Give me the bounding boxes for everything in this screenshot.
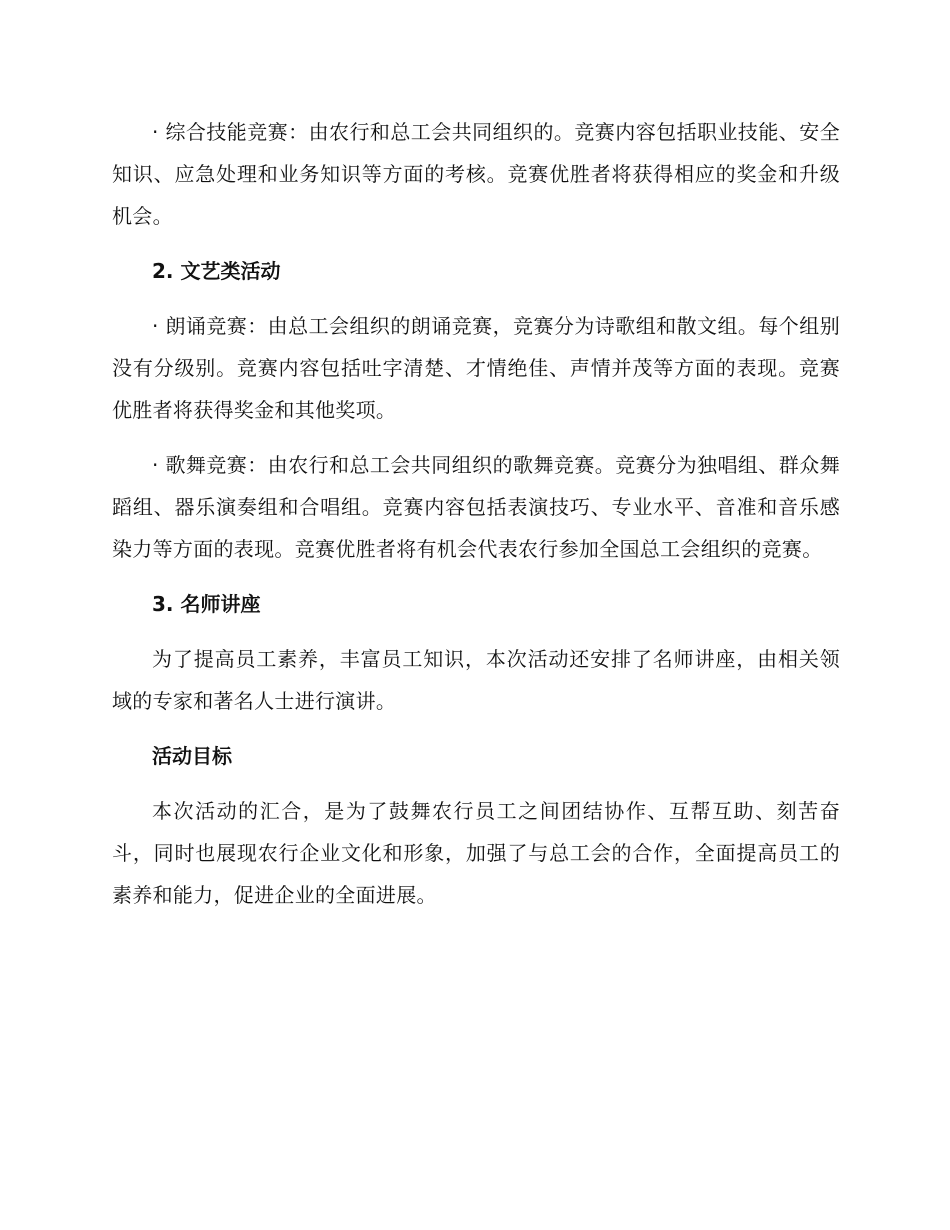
heading-arts-activities: 2. 文艺类活动 — [152, 259, 281, 283]
paragraph-skill-competition: · 综合技能竞赛：由农行和总工会共同组织的。竞赛内容包括职业技能、安全知识、应急处理和业务知识等方面的考核。竞赛优胜者将获得相应的奖金和升级机会。 — [112, 120, 840, 228]
paragraph-goals: 本次活动的汇合，是为了鼓舞农行员工之间团结协作、互帮互助、刻苦奋斗，同时也展现农行企业文化和形象，加强了与总工会的合作，全面提高员工的素养和能力，促进企业的全面进展。 — [112, 799, 840, 907]
paragraph-recitation-competition: · 朗诵竞赛：由总工会组织的朗诵竞赛，竞赛分为诗歌组和散文组。每个组别没有分级别。竞赛内容包括吐字清楚、才情绝佳、声情并茂等方面的表现。竞赛优胜者将获得奖金和其他奖项。 — [112, 314, 840, 422]
heading-activity-goals: 活动目标 — [152, 744, 232, 768]
paragraph-song-dance-competition: · 歌舞竞赛：由农行和总工会共同组织的歌舞竞赛。竞赛分为独唱组、群众舞蹈组、器乐演奏组和合唱组。竞赛内容包括表演技巧、专业水平、音准和音乐感染力等方面的表现。竞赛优胜者将有机会代表农行参加全国总工会组织的竞赛。 — [112, 453, 840, 561]
heading-expert-lectures: 3. 名师讲座 — [152, 592, 261, 616]
paragraph-lectures: 为了提高员工素养，丰富员工知识，本次活动还安排了名师讲座，由相关领域的专家和著名人士进行演讲。 — [112, 647, 840, 713]
